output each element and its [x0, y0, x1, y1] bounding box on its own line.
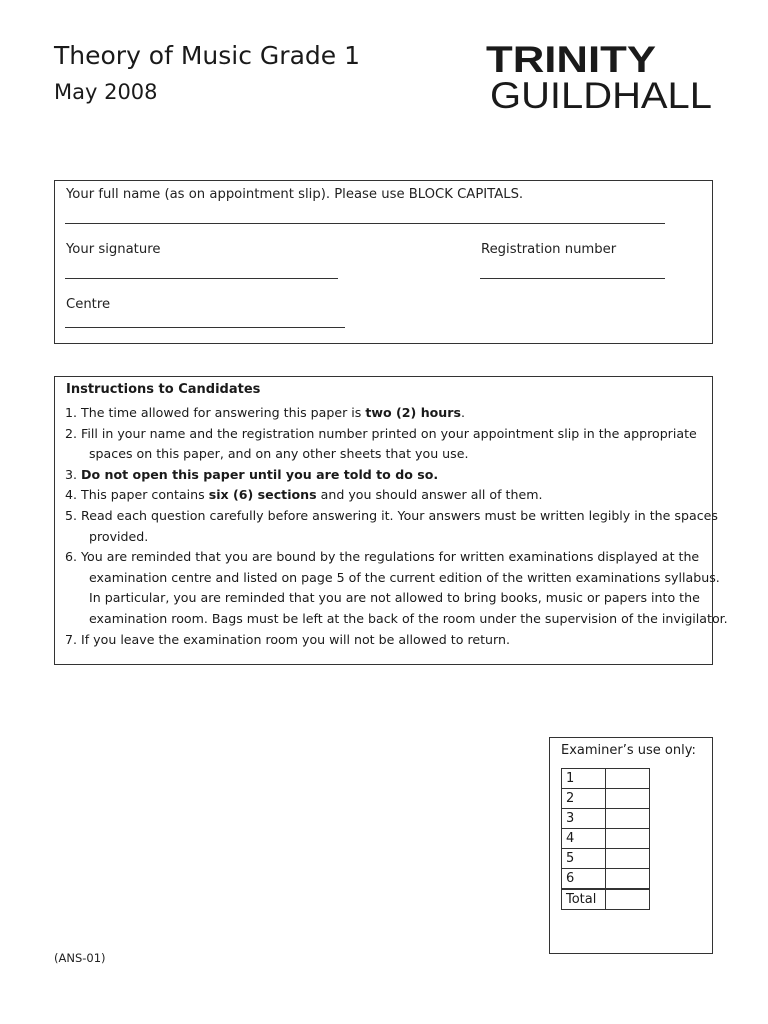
- logo-wordmark: [486, 40, 718, 114]
- total-score-cell[interactable]: [606, 889, 650, 910]
- instruction-3-emphasis: Do not open this paper until you are told to do so.: [81, 466, 439, 482]
- signature-line[interactable]: [65, 278, 338, 279]
- signature-label: Your signature: [66, 242, 161, 257]
- section-number: 2: [562, 789, 606, 809]
- instruction-2-line-2: spaces on this paper, and on any other sheets that you use.: [89, 446, 469, 462]
- logo-line-trinity: TRINITY: [486, 40, 657, 80]
- instruction-6-line-4: examination room. Bags must be left at the back of the room under the supervision of the invigilator.: [89, 610, 728, 626]
- score-row-5: [562, 849, 650, 869]
- logo-line-guildhall: GUILDHALL: [490, 75, 712, 114]
- instruction-5-line-2: provided.: [89, 528, 149, 544]
- instruction-1-end: .: [460, 405, 465, 420]
- instruction-4-text: 4. This paper contains: [65, 487, 209, 503]
- full-name-label: Your full name (as on appointment slip). Please use BLOCK CAPITALS.: [66, 187, 524, 202]
- score-row-total: [562, 889, 650, 910]
- instructions-box: [54, 376, 728, 665]
- score-row-4: [562, 829, 650, 849]
- score-cell-6[interactable]: [606, 869, 650, 890]
- score-row-1: [562, 769, 650, 789]
- instruction-item-4: [65, 485, 705, 506]
- score-cell-4[interactable]: [606, 829, 650, 849]
- instruction-item-7: 7. If you leave the examination room you will not be allowed to return.: [65, 631, 510, 647]
- total-label: Total: [562, 889, 606, 910]
- centre-label: Centre: [66, 297, 111, 312]
- section-number: 4: [562, 829, 606, 849]
- instruction-4-emphasis: six (6) sections: [208, 487, 317, 503]
- paper-title: Theory of Music Grade 1: [54, 41, 361, 70]
- instruction-1-emphasis: two (2) hours: [365, 405, 461, 420]
- score-table: [561, 768, 650, 910]
- centre-line[interactable]: [65, 327, 345, 328]
- examiner-use-box: [549, 737, 713, 954]
- section-number: 3: [562, 809, 606, 829]
- candidate-details-box: [54, 180, 713, 344]
- score-row-3: [562, 809, 650, 829]
- instruction-5-line-1: 5. Read each question carefully before answering it. Your answers must be written legibly in the spaces: [65, 507, 718, 523]
- instruction-3-number: 3.: [65, 466, 82, 482]
- instruction-item-2: [65, 424, 705, 465]
- examiner-use-title: Examiner’s use only:: [561, 743, 696, 758]
- instruction-2-line-1: 2. Fill in your name and the registration number printed on your appointment slip in the appropriate: [65, 425, 697, 441]
- instruction-item-6: [65, 547, 728, 629]
- instruction-item-3: [65, 465, 705, 486]
- trinity-guildhall-logo: [486, 40, 718, 114]
- registration-number-label: Registration number: [481, 242, 617, 257]
- score-row-2: [562, 789, 650, 809]
- score-row-6: [562, 869, 650, 890]
- instructions-list: [65, 403, 728, 650]
- full-name-line[interactable]: [65, 223, 665, 224]
- instruction-6-line-3: In particular, you are reminded that you are not allowed to bring books, music or papers into the: [89, 590, 700, 606]
- section-number: 5: [562, 849, 606, 869]
- registration-number-line[interactable]: [480, 278, 665, 279]
- instruction-4-end: and you should answer all of them.: [316, 487, 543, 503]
- instruction-6-line-2: examination centre and listed on page 5 of the current edition of the written examinations syllabus.: [89, 569, 720, 585]
- score-cell-2[interactable]: [606, 789, 650, 809]
- instructions-heading: Instructions to Candidates: [66, 382, 261, 397]
- section-number: 6: [562, 869, 606, 890]
- paper-code: (ANS-01): [54, 951, 106, 965]
- instruction-item-1: [65, 403, 705, 424]
- paper-date: May 2008: [54, 80, 158, 104]
- score-cell-1[interactable]: [606, 769, 650, 789]
- instruction-1-text: 1. The time allowed for answering this paper is: [65, 405, 366, 420]
- instruction-item-5: [65, 506, 718, 547]
- instruction-6-line-1: 6. You are reminded that you are bound by the regulations for written examinations displayed at the: [65, 549, 700, 565]
- score-cell-5[interactable]: [606, 849, 650, 869]
- score-cell-3[interactable]: [606, 809, 650, 829]
- section-number: 1: [562, 769, 606, 789]
